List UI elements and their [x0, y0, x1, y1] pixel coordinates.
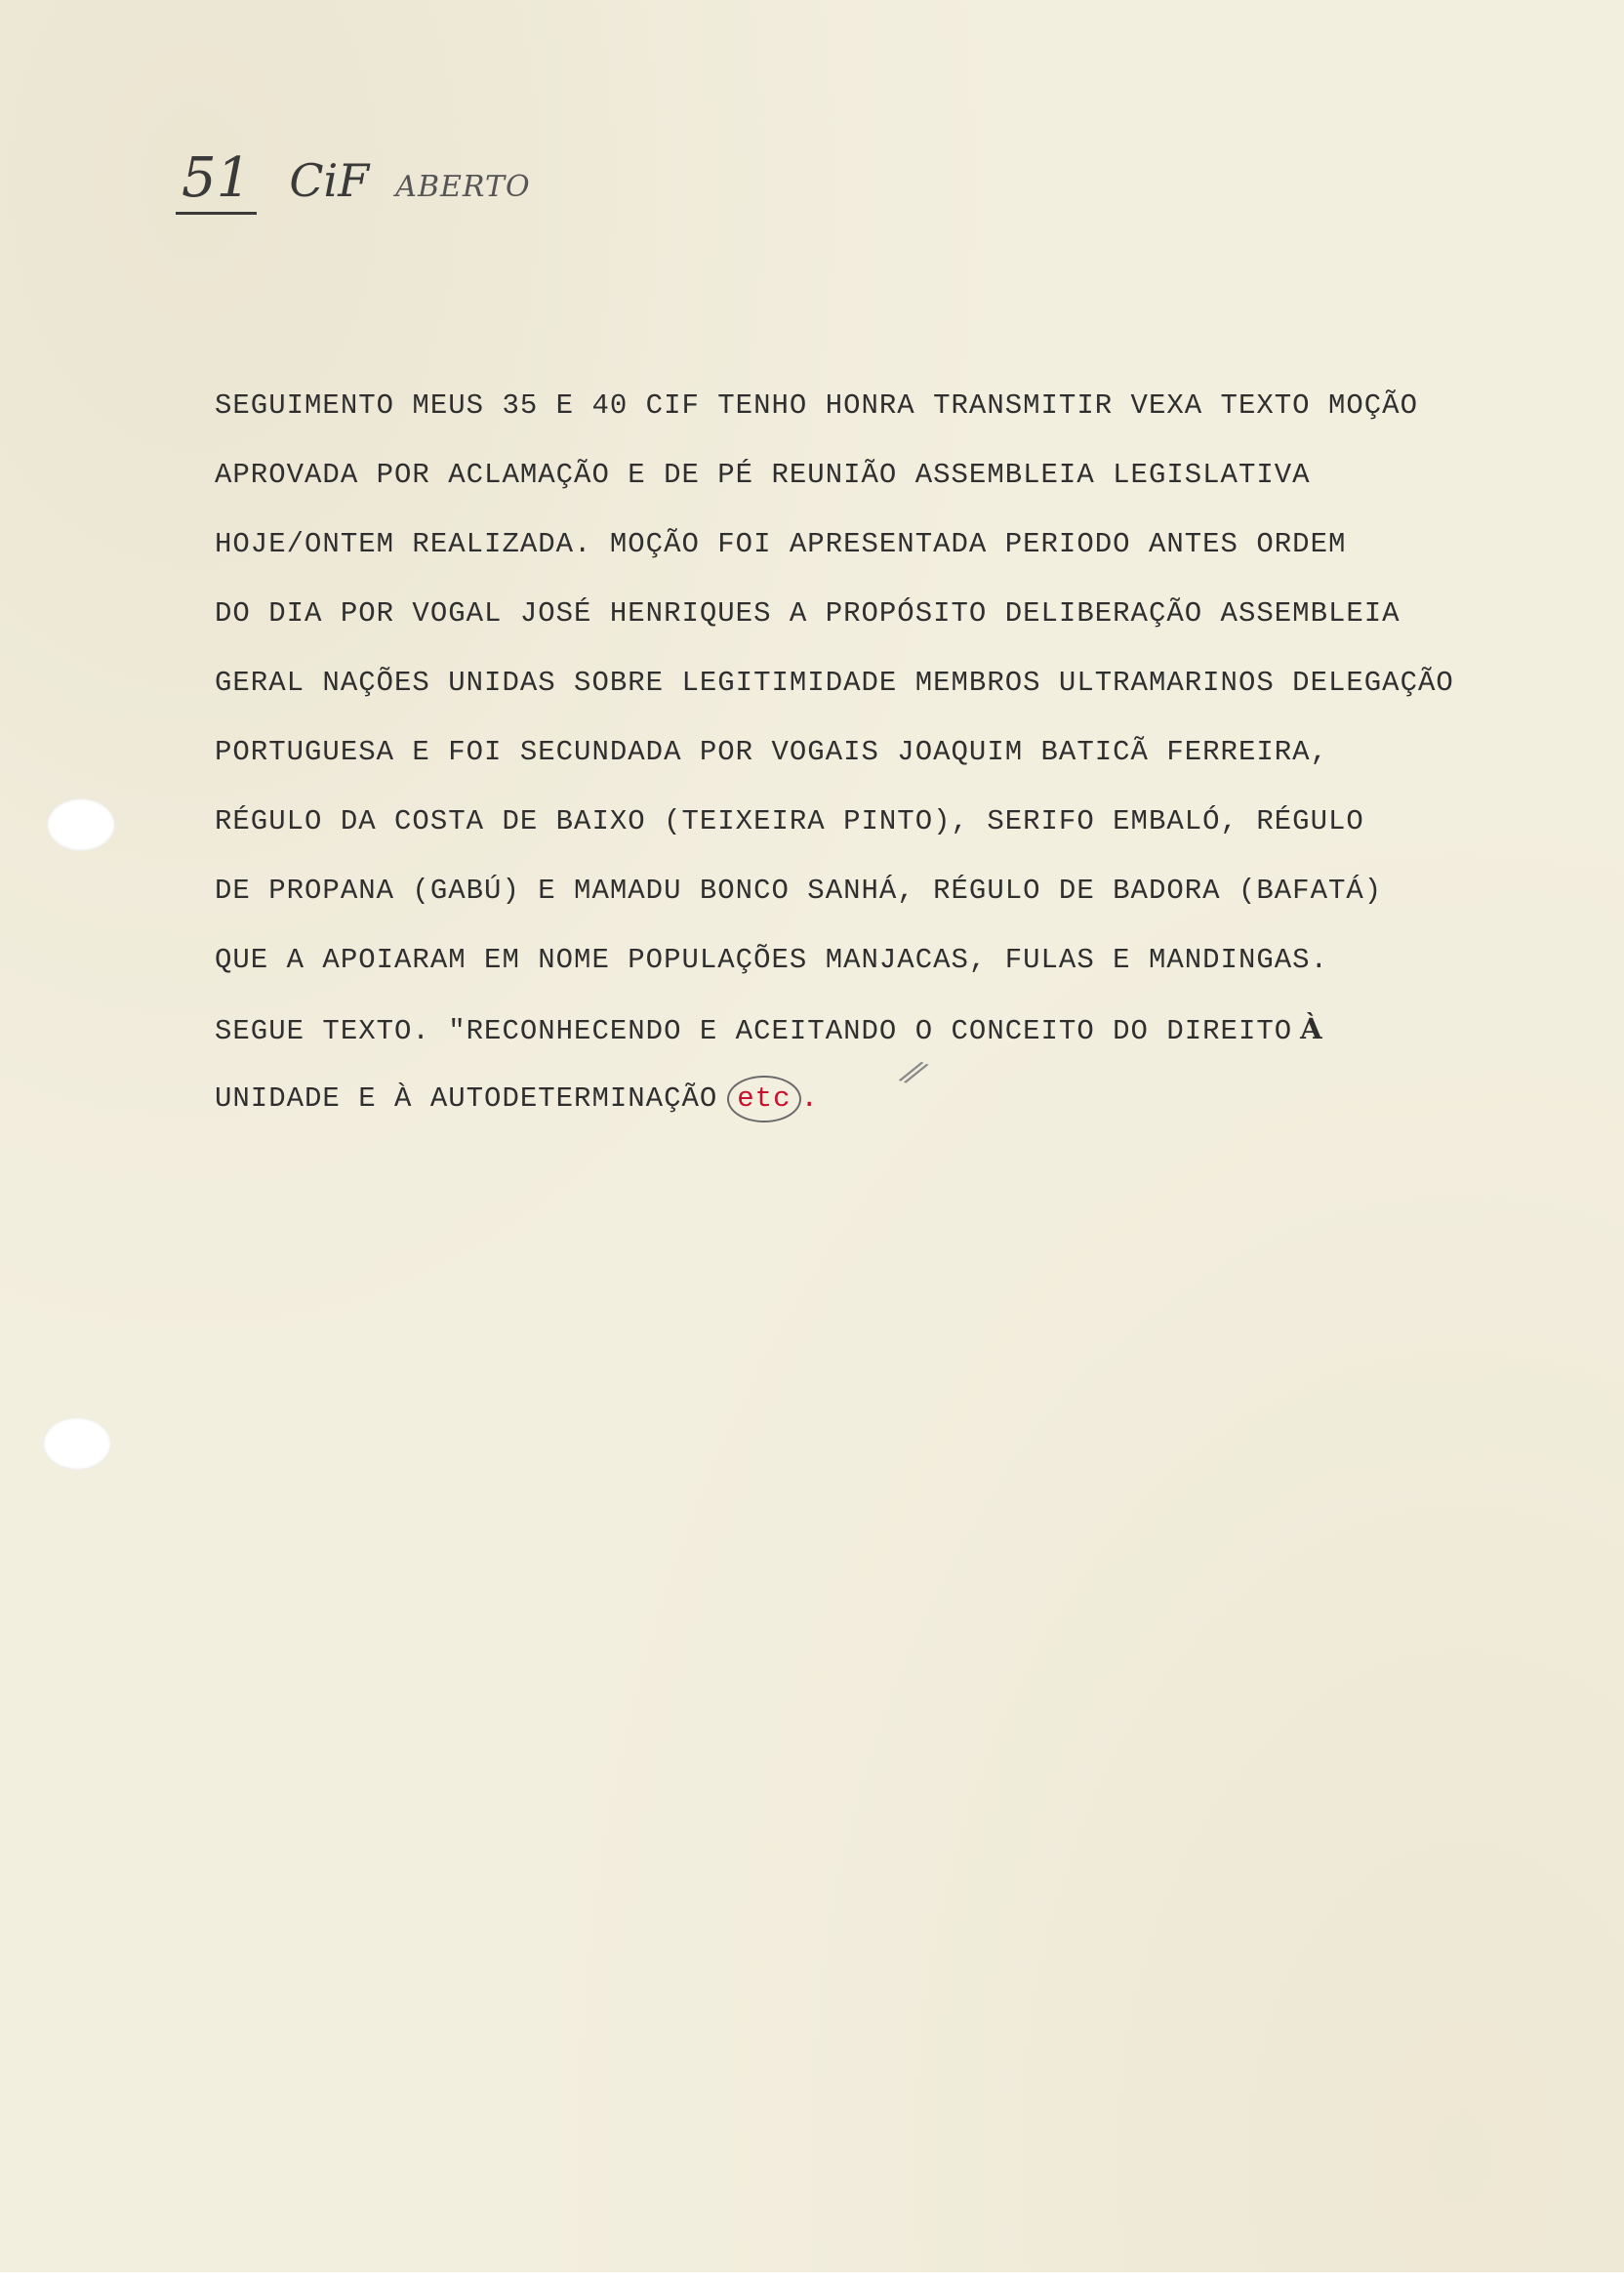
telegram-body: [215, 371, 1581, 1133]
last-line-text: UNIDADE E À AUTODETERMINAÇÃO: [215, 1082, 718, 1115]
text-line: DO DIA POR VOGAL JOSÉ HENRIQUES A PROPÓSITO DELIBERAÇÃO ASSEMBLEIA: [215, 597, 1401, 630]
text-line: GERAL NAÇÕES UNIDAS SOBRE LEGITIMIDADE MEMBROS ULTRAMARINOS DELEGAÇÃO: [215, 667, 1454, 699]
punch-hole: [47, 798, 115, 851]
text-line: HOJE/ONTEM REALIZADA. MOÇÃO FOI APRESENTADA PERIODO ANTES ORDEM: [215, 528, 1347, 560]
pencil-tick-mark: ⁄⁄: [901, 1053, 925, 1094]
text-line: APROVADA POR ACLAMAÇÃO E DE PÉ REUNIÃO ASSEMBLEIA LEGISLATIVA: [215, 459, 1311, 491]
text-line: PORTUGUESA E FOI SECUNDADA POR VOGAIS JOAQUIM BATICÃ FERREIRA,: [215, 736, 1328, 768]
text-line-with-mark: [215, 995, 1581, 1064]
punch-hole: [43, 1417, 111, 1470]
text-line: DE PROPANA (GABÚ) E MAMADU BONCO SANHÁ, RÉGULO DE BADORA (BAFATÁ): [215, 875, 1383, 907]
handwritten-label: CiF: [289, 154, 370, 207]
text-line: SEGUIMENTO MEUS 35 E 40 CIF TENHO HONRA TRANSMITIR VEXA TEXTO MOÇÃO: [215, 389, 1418, 422]
handwritten-note: ABERTO: [395, 170, 531, 204]
handwritten-number: 51: [176, 146, 257, 215]
text-line: RÉGULO DA COSTA DE BAIXO (TEIXEIRA PINTO), SERIFO EMBALÓ, RÉGULO: [215, 805, 1364, 837]
etc-circled-text: etc: [727, 1076, 800, 1122]
text-line: QUE A APOIARAM EM NOME POPULAÇÕES MANJACAS, FULAS E MANDINGAS.: [215, 944, 1328, 976]
text-line-content: SEGUE TEXTO. "RECONHECENDO E ACEITANDO O CONCEITO DO DIREITO: [215, 1015, 1293, 1047]
handwritten-header: [176, 146, 531, 215]
last-text-line: UNIDADE E À AUTODETERMINAÇÃO etc .: [215, 1064, 1581, 1133]
handwritten-correction: À: [1300, 1012, 1323, 1045]
scan-border: [0, 2272, 1624, 2284]
